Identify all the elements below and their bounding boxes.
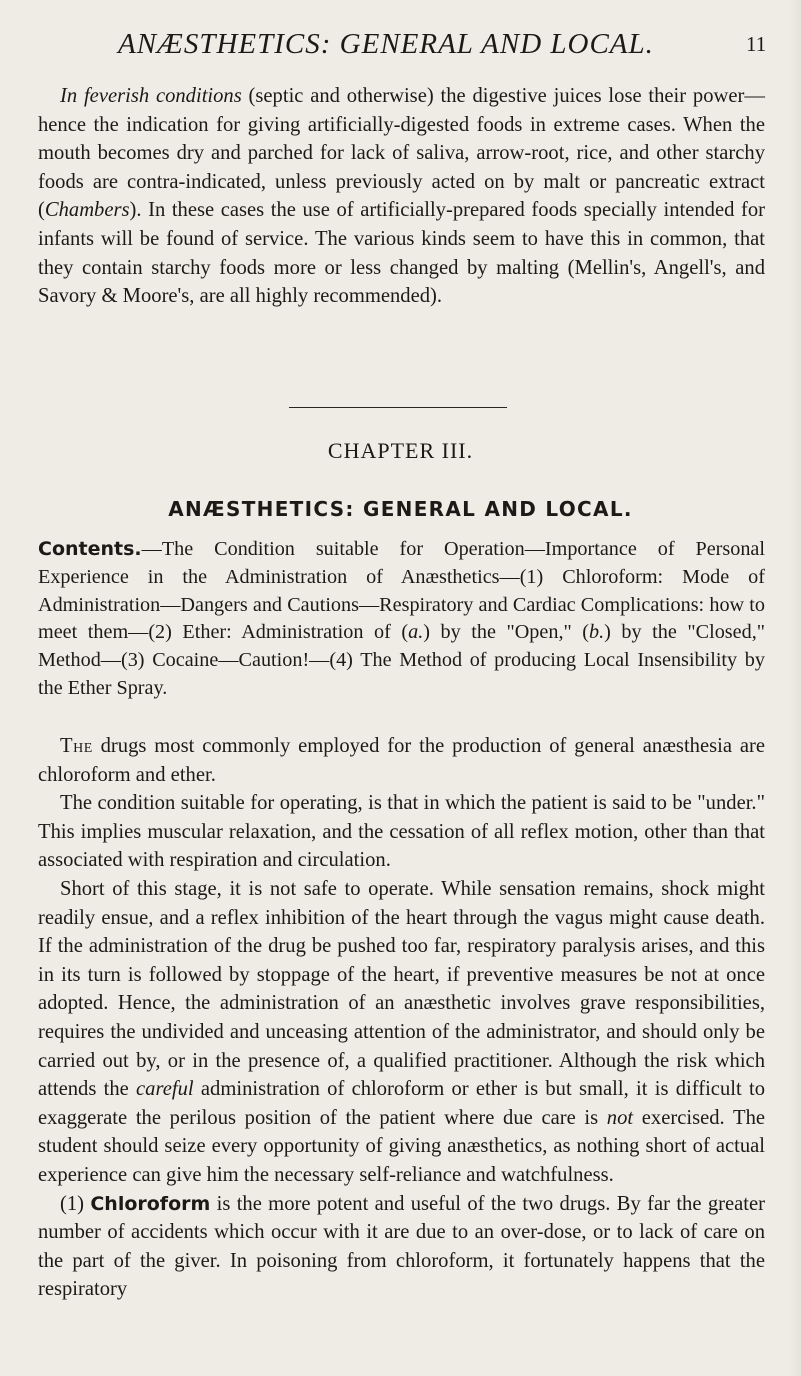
contents-text-1: —The Condition suitable for Operation—Importance of Personal Experience in the Administration of Anæsthetics—(1) Chloroform: Mode of Administration—Dangers and Cautions—Respiratory and Cardiac Complications: how to meet them—(2) Ether: Administration of ( [38,538,765,644]
p3-italic-not: not [606,1106,634,1129]
p4-number: (1) [60,1192,91,1215]
contents-text-2: ) by the "Open," ( [423,621,590,644]
p4-lead: Chloroform [90,1192,211,1215]
running-title: ANÆSTHETICS: GENERAL AND LOCAL. [118,28,654,60]
chapter-title: ANÆSTHETICS: GENERAL AND LOCAL. [168,497,633,521]
page-number: 11 [746,32,767,56]
chapter-number: CHAPTER III. [327,438,474,463]
p4-text: is the more potent and useful of the two drugs. By far the greater number of accidents which occur with it are due to an over-dose, or to lack of care on the part of the giver. In poisoning from chloroform, it fortunately happens that the respiratory [38,1192,765,1301]
contents-italic-b: b. [589,621,605,644]
p1-text: drugs most commonly employed for the production of general anæsthesia are chloroform and ether. [38,735,765,786]
p3-italic-careful: careful [136,1078,194,1101]
main-paragraph-3 [38,875,765,1190]
contents-text-3: ) by the "Closed," Method—(3) Cocaine—Caution!—(4) The Method of producing Local Insensibility by the Ether Spray. [38,621,765,699]
p3-text-b: administration of chloroform or ether is but small, it is difficult to exaggerate the perilous position of the patient where due care is [38,1078,765,1129]
main-paragraph-1 [38,732,765,789]
running-head [0,18,801,68]
intro-paragraph [38,82,765,311]
contents-label: Contents. [38,538,142,560]
intro-italic-source: Chambers [44,199,130,222]
p3-text-c: exercised. The student should seize every opportunity of giving anæsthetics, as nothing short of actual experience can give him the necessary self-reliance and watchfulness. [38,1106,766,1186]
intro-text-b: ). In these cases the use of artificially-prepared foods specially intended for infants will be found of service. The various kinds seem to have this in common, that they contain starchy foods more or less changed by malting (Mellin's, Angell's, and Savory & Moore's, are all highly recommended). [38,199,765,308]
main-text [38,732,765,1304]
main-paragraph-4 [38,1190,765,1304]
intro-lead-italic: In feverish conditions [60,85,242,107]
contents-italic-a: a. [408,621,424,644]
p1-lead: The [60,735,93,757]
page-edge-shading [789,0,801,1376]
intro-text-a: (septic and otherwise) the digestive juices lose their power—hence the indication for giving artificially-digested foods in extreme cases. When the mouth becomes dry and parched for lack of saliva, arrow-root, rice, and other starchy foods are contra-indicated, unless previously acted on by malt or pancreatic extract ( [38,85,765,222]
main-paragraph-2: The condition suitable for operating, is that in which the patient is said to be "under." This implies muscular relaxation, and the cessation of all reflex motion, other than that associated with respiration and circulation. [38,792,765,872]
chapter-contents [38,536,765,703]
p3-text-a: Short of this stage, it is not safe to operate. While sensation remains, shock might readily ensue, and a reflex inhibition of the heart through the vagus might cause death. If the administration of the drug be pushed too far, respiratory paralysis arises, and this in its turn is followed by stoppage of the heart, if preventive measures be not at once adopted. Hence, the administration of an anæsthetic involves grave responsibilities, requires the undivided and unceasing attention of the administrator, and should only be carried out by, or in the presence of, a qualified practitioner. Although the risk which attends the [38,877,765,1101]
section-divider [289,407,507,408]
